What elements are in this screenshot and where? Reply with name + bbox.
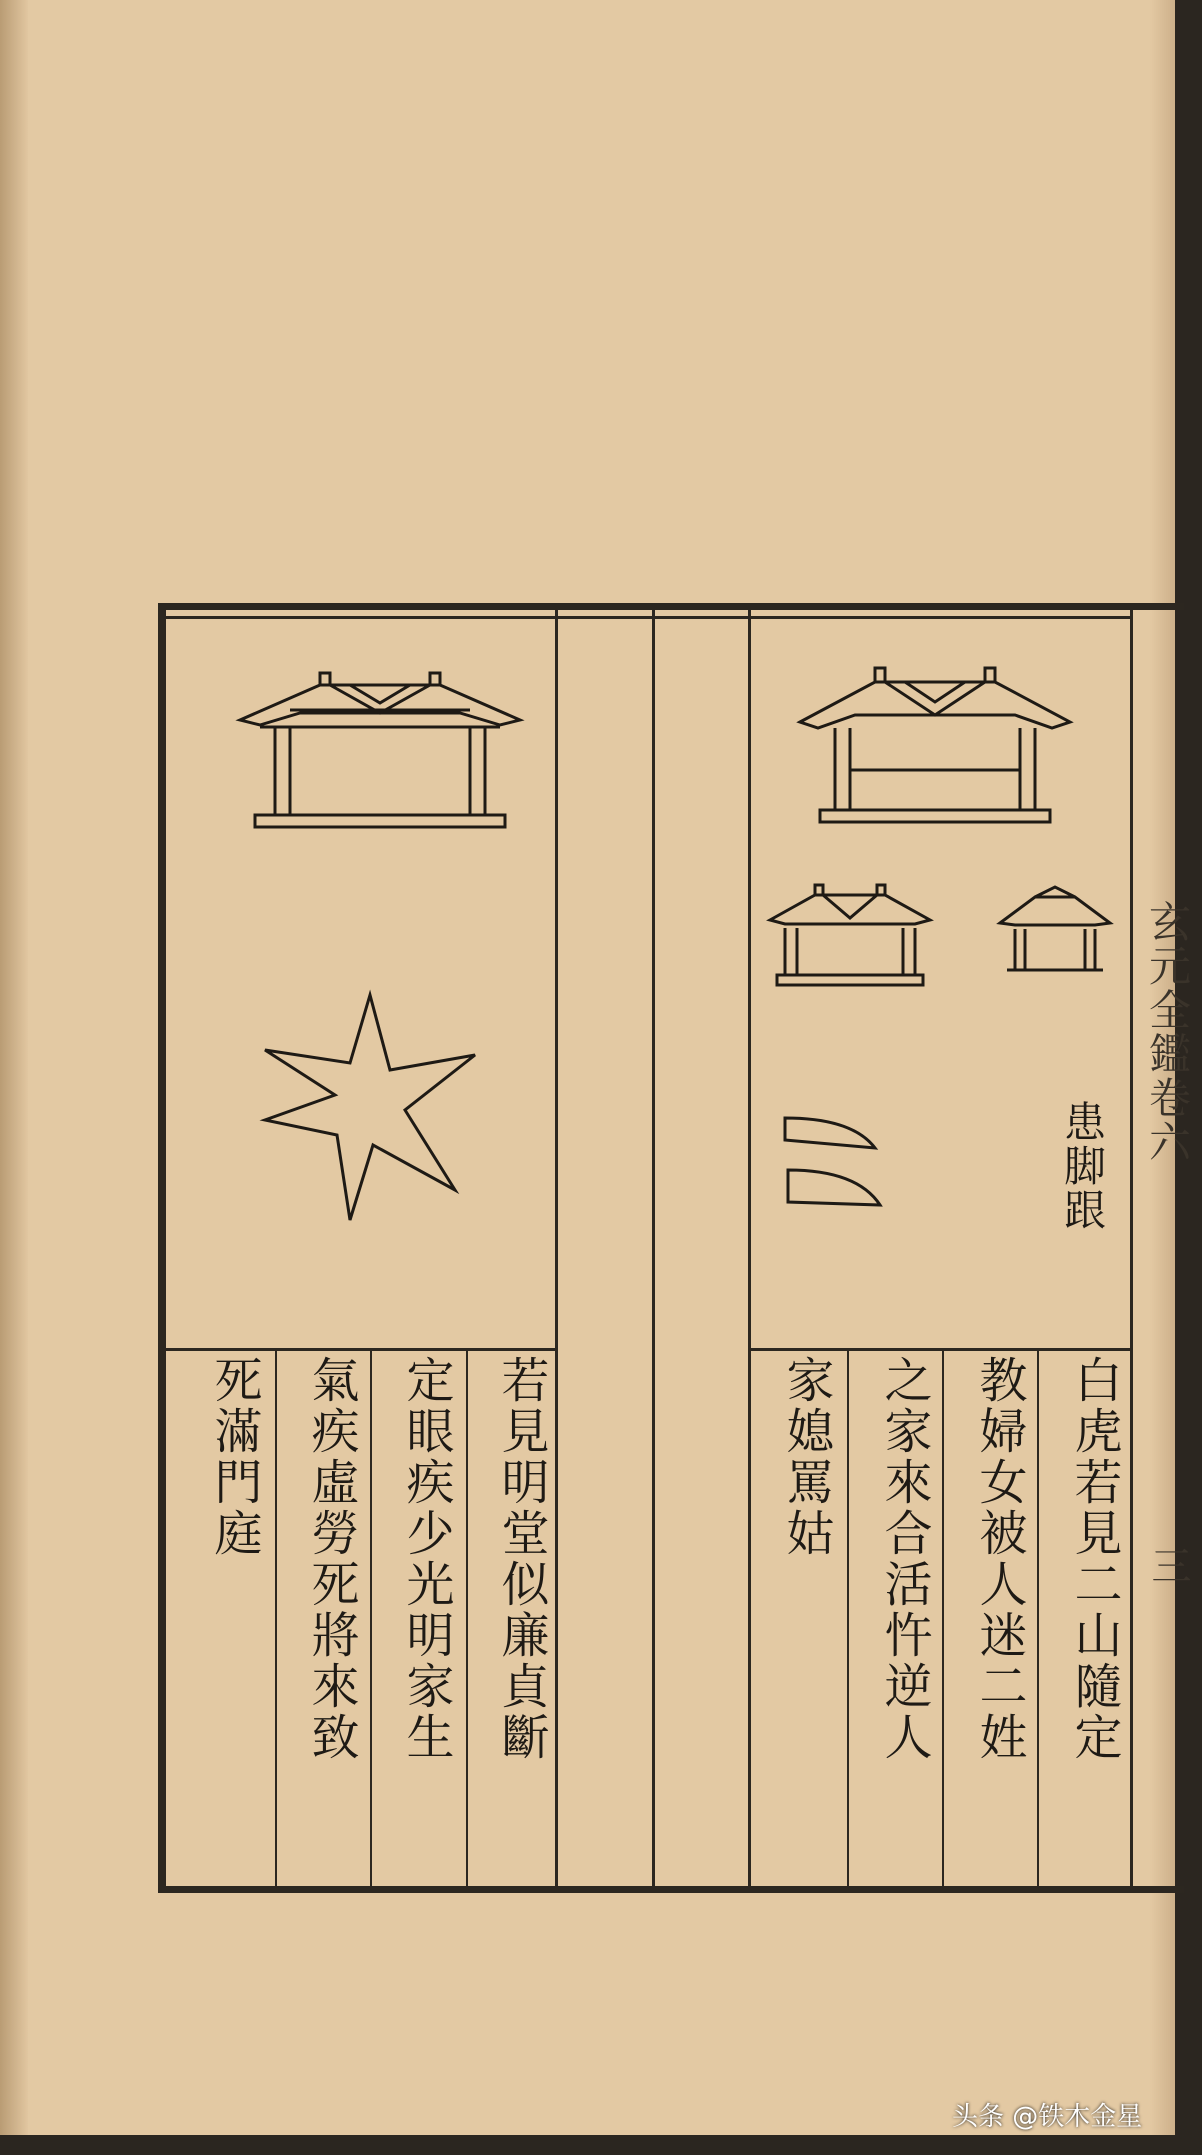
column-rule xyxy=(748,610,751,1886)
left-text-column-2: 定眼疾少光明家生 xyxy=(398,1355,454,1763)
left-text-column-4: 死滿門庭 xyxy=(206,1355,262,1559)
section-rule xyxy=(166,1348,555,1351)
small-hall-right-illustration xyxy=(995,885,1115,980)
right-hall-illustration xyxy=(790,660,1080,830)
left-hall-illustration xyxy=(230,665,530,845)
ailment-label: 患脚跟 xyxy=(1058,1100,1107,1232)
margin-title: 玄元全鑑卷六 xyxy=(1143,900,1192,1164)
left-text-column-3: 氣疾虛勞死將來致 xyxy=(303,1355,359,1763)
column-rule xyxy=(652,610,655,1886)
inner-top-rule xyxy=(166,616,1130,619)
right-text-column-3: 之家來合活忤逆人 xyxy=(876,1355,932,1763)
left-text-column-1: 若見明堂似廉貞斷 xyxy=(493,1355,549,1763)
right-text-column-4: 家媳罵姑 xyxy=(778,1355,834,1559)
watermark-text: 头条 @铁木金星 xyxy=(952,2102,1143,2132)
small-hall-left-illustration xyxy=(765,880,935,995)
right-text-column-2: 教婦女被人迷二姓 xyxy=(971,1355,1027,1763)
star-icon xyxy=(255,985,485,1225)
two-hills-illustration xyxy=(780,1110,890,1220)
right-text-column-1: 白虎若見二山隨定 xyxy=(1066,1355,1122,1763)
page-number: 三 xyxy=(1145,1545,1191,1585)
section-rule xyxy=(751,1348,1130,1351)
page-gutter-shadow xyxy=(0,0,28,2135)
